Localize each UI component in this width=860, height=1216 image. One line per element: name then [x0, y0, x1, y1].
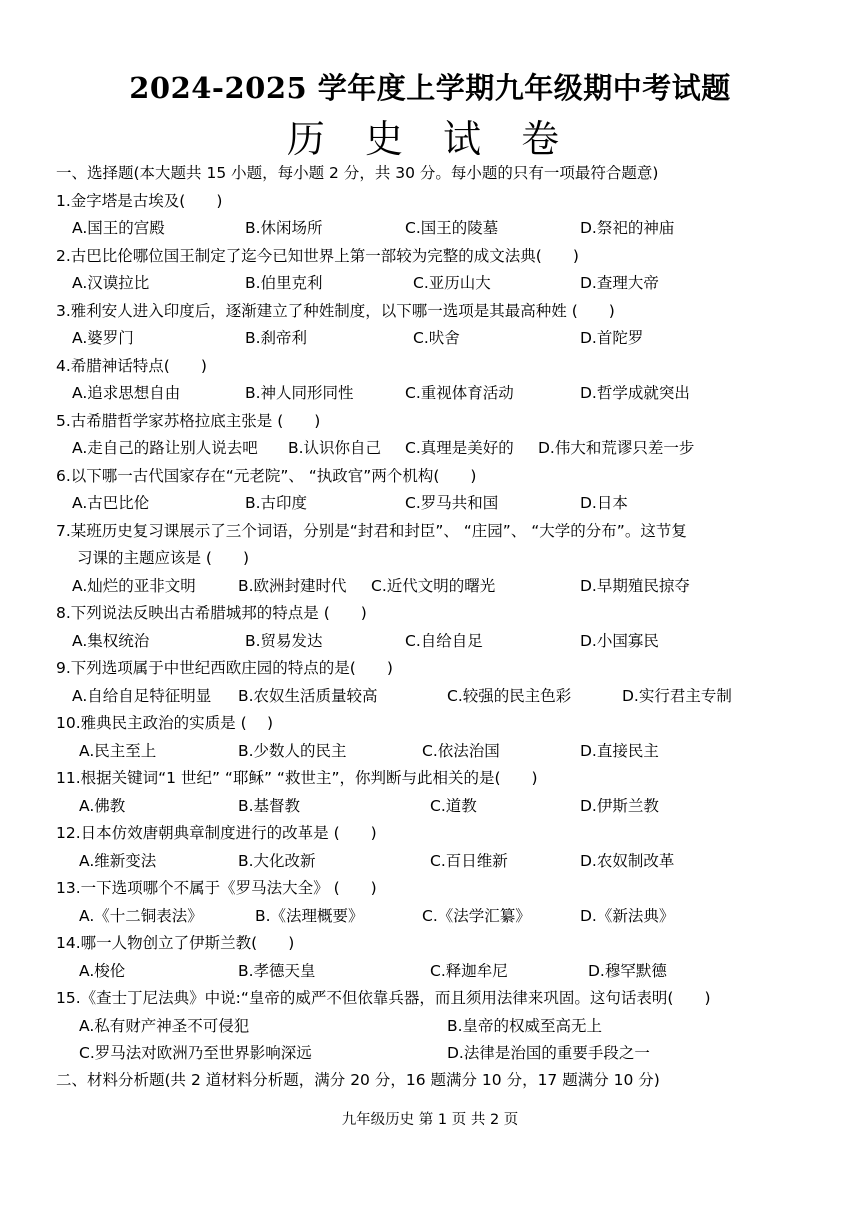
option-c: C.依法治国 — [422, 742, 500, 760]
option-c: C.国王的陵墓 — [405, 219, 499, 237]
option-d: D.首陀罗 — [580, 329, 644, 347]
option-a: A.走自己的路让别人说去吧 — [72, 439, 258, 457]
option-b: B.刹帝利 — [245, 329, 308, 347]
exam-subtitle: 历 史 试 卷 — [286, 117, 574, 161]
option-d: D.早期殖民掠夺 — [580, 577, 690, 595]
question-stem: 3.雅利安人进入印度后，逐渐建立了种姓制度，以下哪一选项是其最高种姓 ( ) — [56, 302, 615, 320]
question-stem: 14.哪一人物创立了伊斯兰教( ) — [56, 934, 295, 952]
option-c: C.近代文明的曙光 — [371, 577, 496, 595]
option-a: A.梭伦 — [79, 962, 126, 980]
option-c: C.亚历山大 — [413, 274, 491, 292]
option-b: B.孝德天皇 — [238, 962, 316, 980]
option-c: C.重视体育活动 — [405, 384, 514, 402]
question-stem: 4.希腊神话特点( ) — [56, 357, 207, 375]
option-a: A.私有财产神圣不可侵犯 — [79, 1017, 250, 1035]
option-a: A.《十二铜表法》 — [79, 907, 203, 925]
option-d: D.伊斯兰教 — [580, 797, 659, 815]
question-stem: 2.古巴比伦哪位国王制定了迄今已知世界上第一部较为完整的成文法典( ) — [56, 247, 579, 265]
option-d: D.法律是治国的重要手段之一 — [447, 1044, 650, 1062]
question-stem: 9.下列选项属于中世纪西欧庄园的特点的是( ) — [56, 659, 393, 677]
option-c: C.百日维新 — [430, 852, 508, 870]
option-d: D.直接民主 — [580, 742, 659, 760]
question-stem: 5.古希腊哲学家苏格拉底主张是 ( ) — [56, 412, 321, 430]
option-c: C.道教 — [430, 797, 477, 815]
option-b: B.基督教 — [238, 797, 301, 815]
question-stem: 10.雅典民主政治的实质是 ( ) — [56, 714, 274, 732]
exam-title: 2024-2025 学年度上学期九年级期中考试题 — [129, 71, 731, 105]
question-stem: 15.《查士丁尼法典》中说:“皇帝的威严不但依靠兵器，而且须用法律来巩固。这句话表明( ) — [56, 989, 711, 1007]
option-c: C.释迦牟尼 — [430, 962, 508, 980]
question-stem-continued: 习课的主题应该是 ( ) — [77, 549, 250, 567]
option-c: C.《法学汇纂》 — [422, 907, 531, 925]
option-d: D.哲学成就突出 — [580, 384, 690, 402]
option-b: B.贸易发达 — [245, 632, 323, 650]
option-a: A.佛教 — [79, 797, 126, 815]
option-d: D.祭祀的神庙 — [580, 219, 675, 237]
option-d: D.《新法典》 — [580, 907, 675, 925]
option-d: D.小国寡民 — [580, 632, 659, 650]
question-stem: 7.某班历史复习课展示了三个词语，分别是“封君和封臣”、 “庄园”、 “大学的分布”。这节复 — [56, 522, 687, 540]
option-b: B.欧洲封建时代 — [238, 577, 347, 595]
option-c: C.自给自足 — [405, 632, 483, 650]
page-footer: 九年级历史 第 1 页 共 2 页 — [341, 1112, 519, 1128]
option-b: B.大化改新 — [238, 852, 316, 870]
question-stem: 6.以下哪一古代国家存在“元老院”、 “执政官”两个机构( ) — [56, 467, 477, 485]
option-c: C.真理是美好的 — [405, 439, 514, 457]
option-b: B.皇帝的权威至高无上 — [447, 1017, 603, 1035]
question-stem: 8.下列说法反映出古希腊城邦的特点是 ( ) — [56, 604, 367, 622]
option-a: A.国王的宫殿 — [72, 219, 165, 237]
option-c: C.罗马共和国 — [405, 494, 499, 512]
section-heading-choice: 一、选择题(本大题共 15 小题，每小题 2 分，共 30 分。每小题的只有一项最符合题意) — [56, 164, 659, 182]
option-a: A.灿烂的亚非文明 — [72, 577, 196, 595]
option-c: C.吠舍 — [413, 329, 460, 347]
option-a: A.集权统治 — [72, 632, 150, 650]
option-b: B.伯里克利 — [245, 274, 323, 292]
option-d: D.查理大帝 — [580, 274, 659, 292]
question-stem: 1.金字塔是古埃及( ) — [56, 192, 223, 210]
option-a: A.自给自足特征明显 — [72, 687, 212, 705]
option-b: B.少数人的民主 — [238, 742, 347, 760]
option-b: B.休闲场所 — [245, 219, 323, 237]
option-d: D.农奴制改革 — [580, 852, 675, 870]
question-stem: 12.日本仿效唐朝典章制度进行的改革是 ( ) — [56, 824, 377, 842]
option-a: A.追求思想自由 — [72, 384, 181, 402]
option-d: D.日本 — [580, 494, 628, 512]
section-heading-material: 二、材料分析题(共 2 道材料分析题，满分 20 分，16 题满分 10 分，17 题满分 10 分) — [56, 1071, 660, 1089]
option-a: A.民主至上 — [79, 742, 157, 760]
option-b: B.神人同形同性 — [245, 384, 354, 402]
option-b: B.农奴生活质量较高 — [238, 687, 378, 705]
option-c: C.罗马法对欧洲乃至世界影响深远 — [79, 1044, 312, 1062]
option-a: A.古巴比伦 — [72, 494, 150, 512]
option-a: A.婆罗门 — [72, 329, 134, 347]
option-d: D.实行君主专制 — [622, 687, 732, 705]
option-d: D.穆罕默德 — [588, 962, 667, 980]
question-stem: 13.一下选项哪个不属于《罗马法大全》 ( ) — [56, 879, 377, 897]
option-b: B.认识你自己 — [288, 439, 382, 457]
option-c: C.较强的民主色彩 — [447, 687, 572, 705]
option-d: D.伟大和荒谬只差一步 — [538, 439, 695, 457]
option-b: B.古印度 — [245, 494, 308, 512]
option-a: A.汉谟拉比 — [72, 274, 150, 292]
option-b: B.《法理概要》 — [255, 907, 364, 925]
option-a: A.维新变法 — [79, 852, 157, 870]
question-stem: 11.根据关键词“1 世纪” “耶稣” “救世主”，你判断与此相关的是( ) — [56, 769, 538, 787]
